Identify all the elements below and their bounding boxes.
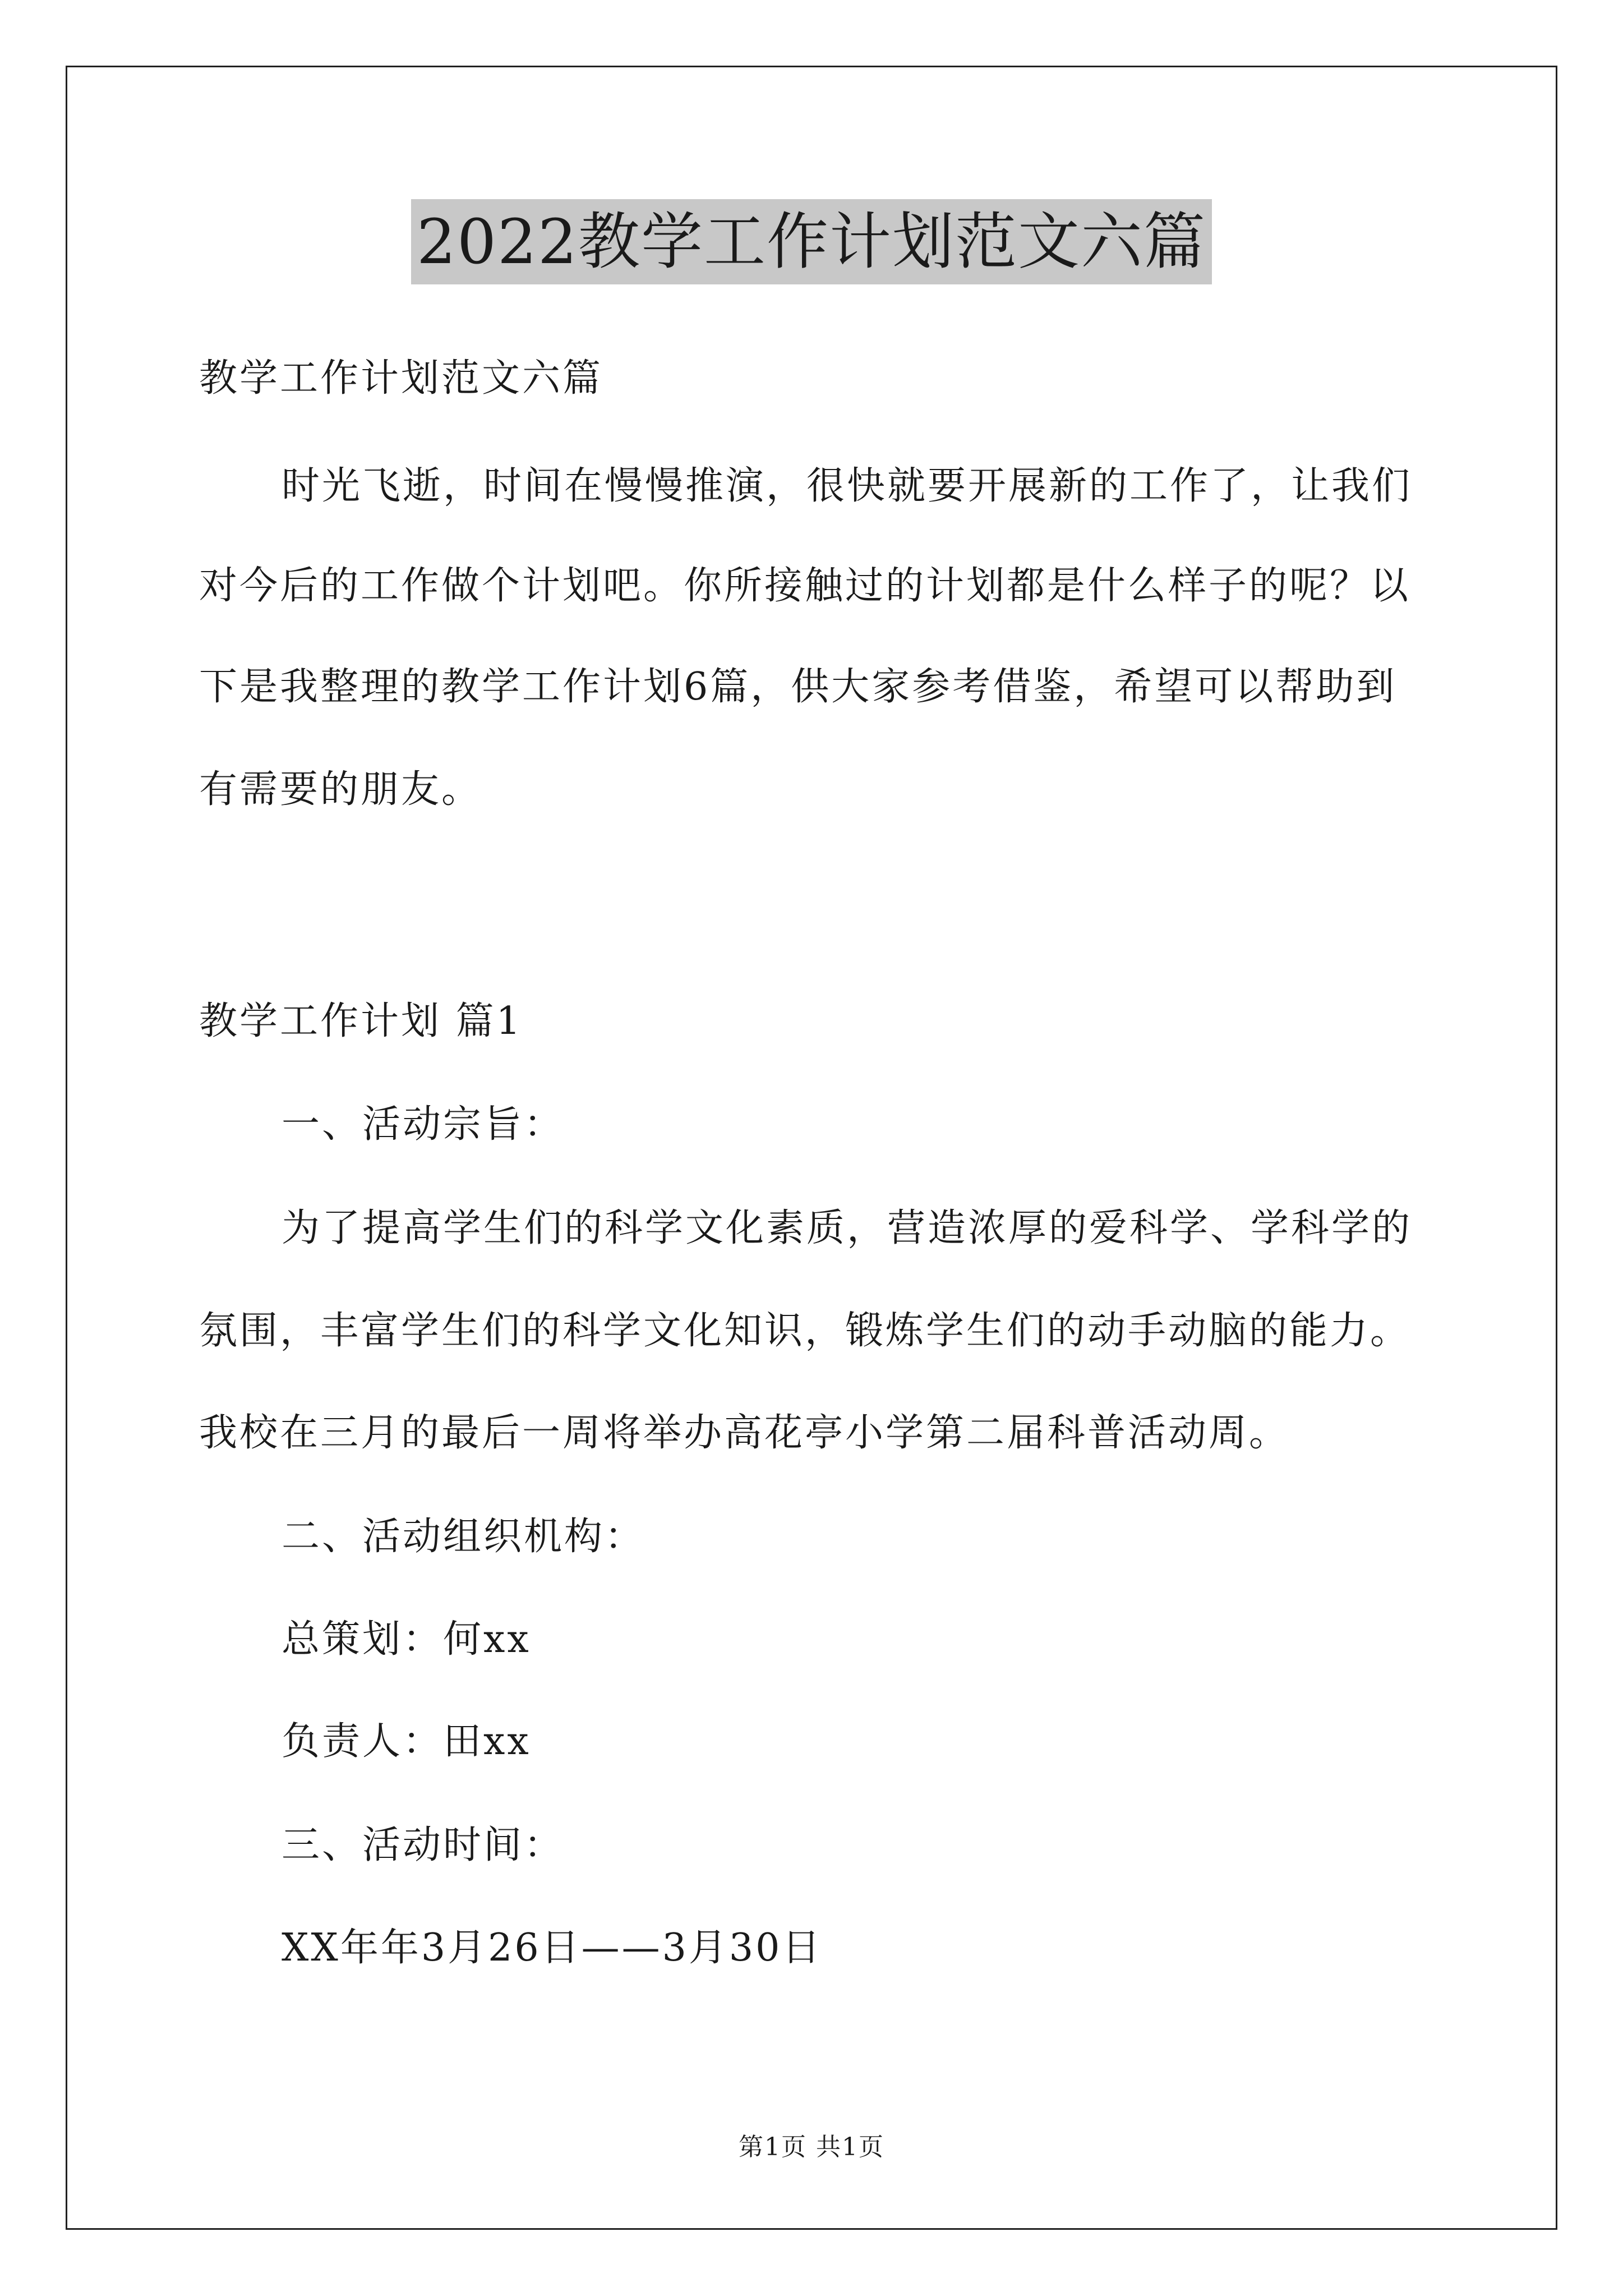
section-heading: 教学工作计划 篇1 [199, 999, 523, 1043]
page-footer: 第1页 共1页 [739, 2133, 884, 2161]
heading-time: 三、活动时间： [282, 1823, 565, 1867]
intro-line-1: 时光飞逝，时间在慢慢推演，很快就要开展新的工作了，让我们 [282, 464, 1413, 508]
intro-line-2: 对今后的工作做个计划吧。你所接触过的计划都是什么样子的呢？以 [199, 564, 1411, 608]
heading-organization: 二、活动组织机构： [282, 1515, 645, 1559]
person-in-charge: 负责人：田xx [282, 1719, 531, 1764]
title-container [0, 199, 1623, 284]
subtitle-line: 教学工作计划范文六篇 [199, 356, 603, 401]
purpose-line-3: 我校在三月的最后一周将举办高花亭小学第二届科普活动周。 [199, 1411, 1290, 1455]
intro-line-4: 有需要的朋友。 [199, 767, 482, 812]
intro-line-3: 下是我整理的教学工作计划6篇，供大家参考借鉴，希望可以帮助到 [199, 665, 1397, 709]
document-title: 2022教学工作计划范文六篇 [411, 199, 1212, 284]
purpose-line-1: 为了提高学生们的科学文化素质，营造浓厚的爱科学、学科学的 [282, 1206, 1413, 1250]
activity-dates: XX年年3月26日——3月30日 [282, 1926, 823, 1970]
heading-purpose: 一、活动宗旨： [282, 1102, 565, 1147]
purpose-line-2: 氛围，丰富学生们的科学文化知识，锻炼学生们的动手动脑的能力。 [199, 1309, 1411, 1353]
chief-planner: 总策划：何xx [282, 1617, 531, 1662]
